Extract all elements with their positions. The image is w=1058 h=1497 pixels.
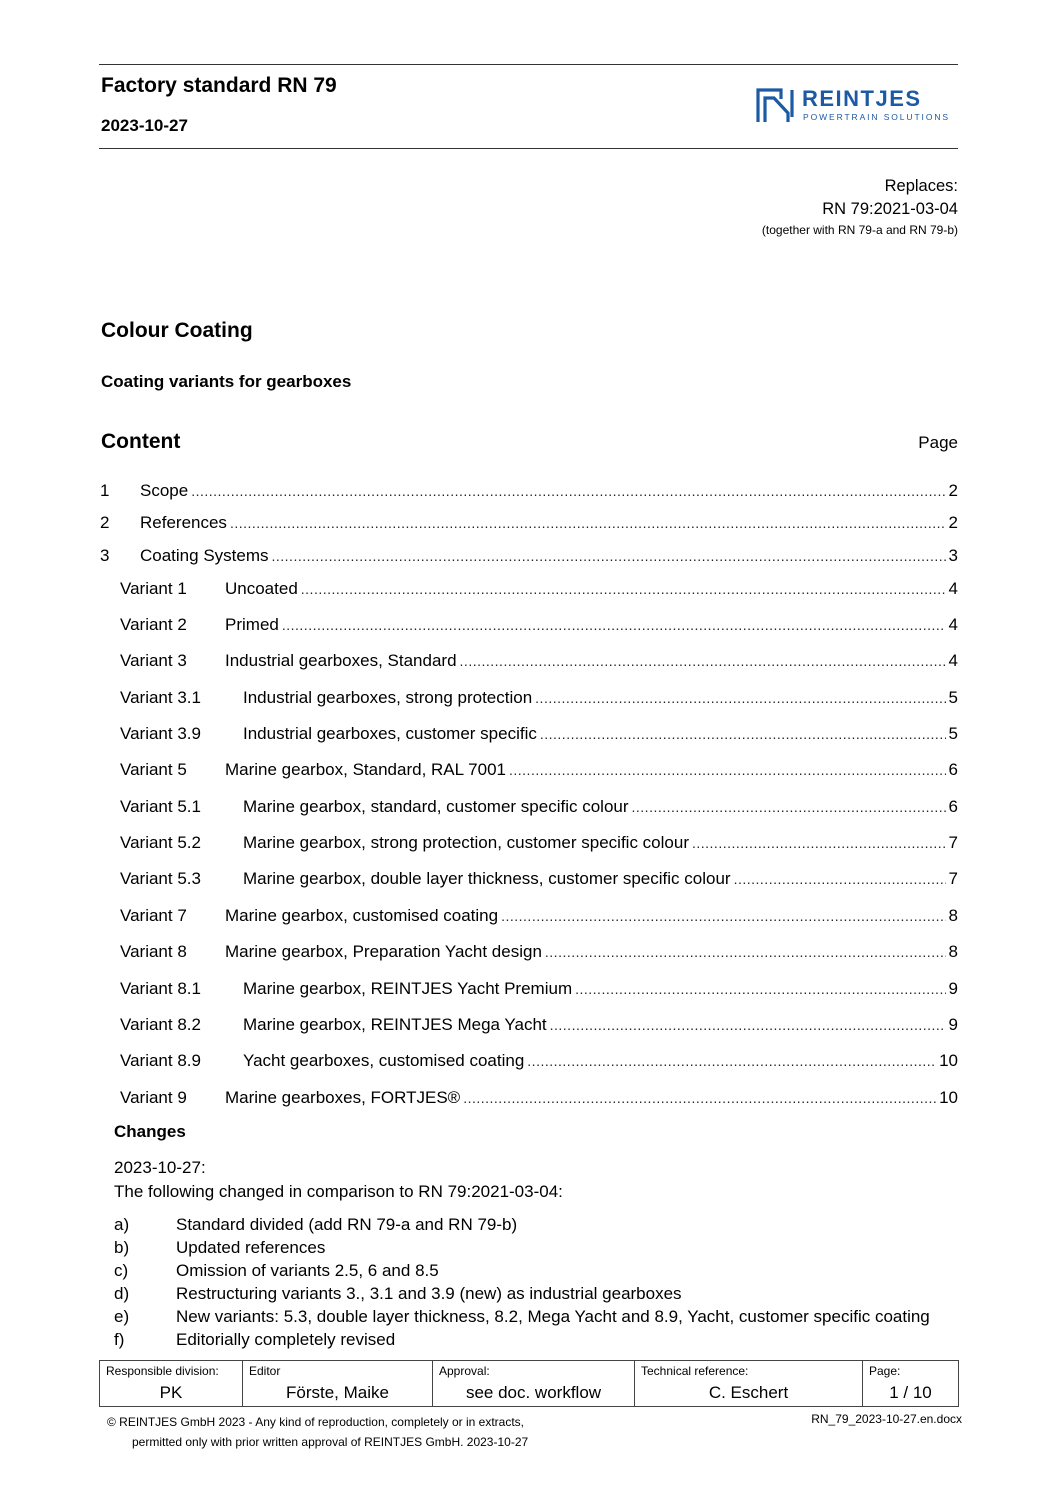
company-logo xyxy=(755,87,960,127)
toc-page: 2 xyxy=(948,513,958,532)
toc-leader xyxy=(509,762,946,778)
toc-number: Variant 1 xyxy=(120,579,187,598)
toc-page: 9 xyxy=(948,979,958,998)
toc-title: Marine gearbox, customised coating xyxy=(225,906,499,925)
footer-cell-label: Page: xyxy=(869,1364,901,1378)
list-item xyxy=(114,1330,395,1350)
logo-name: REINTJES xyxy=(802,86,922,111)
toc-leader xyxy=(734,871,946,887)
toc-entry[interactable] xyxy=(120,797,958,819)
toc-entry[interactable] xyxy=(100,481,958,503)
toc-leader xyxy=(282,617,946,633)
toc-entry[interactable] xyxy=(120,869,958,891)
toc-number: Variant 3.9 xyxy=(120,724,201,743)
list-item-letter: e) xyxy=(114,1307,130,1326)
toc-page: 2 xyxy=(948,481,958,500)
toc-page: 7 xyxy=(948,833,958,852)
toc-entry[interactable] xyxy=(100,513,958,535)
toc-number: Variant 3 xyxy=(120,651,187,670)
replaces-label: Replaces: xyxy=(884,177,958,195)
footer-cell-value: Förste, Maike xyxy=(286,1383,389,1402)
toc-entry[interactable] xyxy=(120,906,958,928)
toc-leader xyxy=(463,1090,936,1106)
toc-page: 4 xyxy=(948,579,958,598)
header-bottom-rule xyxy=(99,148,958,149)
logo-tagline: POWERTRAIN SOLUTIONS xyxy=(803,112,950,122)
list-item xyxy=(114,1284,682,1304)
toc-leader xyxy=(527,1053,936,1069)
toc-page: 4 xyxy=(948,651,958,670)
toc-number: 2 xyxy=(100,513,110,532)
toc-leader xyxy=(501,908,945,924)
toc-number: Variant 9 xyxy=(120,1088,187,1107)
footer-cell-label: Responsible division: xyxy=(106,1364,219,1378)
toc-number: 1 xyxy=(100,481,110,500)
list-item xyxy=(114,1238,325,1258)
changes-date: 2023-10-27: xyxy=(114,1158,206,1177)
footer-cell-value: see doc. workflow xyxy=(465,1383,602,1402)
toc-number: Variant 5 xyxy=(120,760,187,779)
list-item xyxy=(114,1307,930,1327)
toc-number: Variant 8.1 xyxy=(120,979,201,998)
copyright-line: permitted only with prior written approval of REINTJES GmbH. 2023-10-27 xyxy=(132,1435,529,1449)
toc-number: Variant 8 xyxy=(120,942,187,961)
toc-entry[interactable] xyxy=(120,579,958,601)
toc-entry[interactable] xyxy=(120,1088,958,1110)
toc-entry[interactable] xyxy=(120,651,958,673)
list-item-text: Restructuring variants 3., 3.1 and 3.9 (new) as industrial gearboxes xyxy=(176,1284,682,1303)
toc-entry[interactable] xyxy=(120,760,958,782)
footer-cell-division xyxy=(100,1361,243,1406)
footer-cell-value: 1 / 10 xyxy=(889,1383,932,1402)
toc-title: Marine gearbox, standard, customer specific colour xyxy=(243,797,629,816)
toc-title: Coating Systems xyxy=(140,546,269,565)
toc-title: Marine gearbox, Preparation Yacht design xyxy=(225,942,542,961)
list-item-text: Updated references xyxy=(176,1238,326,1257)
content-heading: Content xyxy=(101,430,181,453)
toc-number: Variant 2 xyxy=(120,615,187,634)
toc-entry[interactable] xyxy=(120,615,958,637)
footer-cell-label: Technical reference: xyxy=(641,1364,749,1378)
changes-intro: The following changed in comparison to RN 79:2021-03-04: xyxy=(114,1182,563,1201)
footer-cell-editor xyxy=(243,1361,433,1406)
subtitle: Coating variants for gearboxes xyxy=(101,372,352,391)
toc-number: Variant 8.2 xyxy=(120,1015,201,1034)
footer-cell-approval xyxy=(433,1361,635,1406)
footer-cell-technical-reference xyxy=(635,1361,863,1406)
toc-page: 5 xyxy=(948,688,958,707)
toc-number: Variant 7 xyxy=(120,906,187,925)
toc-number: Variant 8.9 xyxy=(120,1051,201,1070)
list-item xyxy=(114,1261,439,1281)
toc-number: Variant 5.3 xyxy=(120,869,201,888)
toc-leader xyxy=(540,726,946,742)
toc-page: 5 xyxy=(948,724,958,743)
list-item-text: Editorially completely revised xyxy=(176,1330,396,1349)
document-date: 2023-10-27 xyxy=(101,116,188,135)
toc-title: Marine gearbox, REINTJES Mega Yacht xyxy=(243,1015,547,1034)
list-item xyxy=(114,1215,517,1235)
toc-title: Uncoated xyxy=(225,579,298,598)
toc-entry[interactable] xyxy=(120,833,958,855)
toc-number: Variant 5.2 xyxy=(120,833,201,852)
toc-entry[interactable] xyxy=(120,1015,958,1037)
main-title: Colour Coating xyxy=(101,319,253,342)
toc-number: 3 xyxy=(100,546,110,565)
list-item-letter: c) xyxy=(114,1261,129,1280)
toc-page: 10 xyxy=(939,1088,958,1107)
list-item-text: New variants: 5.3, double layer thickness, 8.2, Mega Yacht and 8.9, Yacht, customer specific coating xyxy=(176,1307,930,1326)
replaces-document: RN 79:2021-03-04 xyxy=(822,200,958,218)
toc-leader xyxy=(550,1017,946,1033)
toc-leader xyxy=(191,483,945,499)
toc-number: Variant 5.1 xyxy=(120,797,201,816)
toc-title: Scope xyxy=(140,481,189,500)
toc-page: 4 xyxy=(948,615,958,634)
footer-cell-label: Approval: xyxy=(439,1364,490,1378)
toc-page: 3 xyxy=(948,546,958,565)
copyright-line: © REINTJES GmbH 2023 - Any kind of reproduction, completely or in extracts, xyxy=(107,1415,525,1429)
toc-title: Industrial gearboxes, customer specific xyxy=(243,724,537,743)
changes-heading: Changes xyxy=(114,1122,186,1141)
list-item-text: Standard divided (add RN 79-a and RN 79-b) xyxy=(176,1215,518,1234)
toc-title: Marine gearbox, strong protection, customer specific colour xyxy=(243,833,689,852)
toc-leader xyxy=(301,581,946,597)
reintjes-logo-icon xyxy=(755,87,795,125)
list-item-letter: b) xyxy=(114,1238,130,1257)
toc-entry[interactable] xyxy=(120,724,958,746)
replaces-block xyxy=(762,175,958,240)
document-filename: RN_79_2023-10-27.en.docx xyxy=(811,1412,962,1426)
toc-page: 9 xyxy=(948,1015,958,1034)
footer-cell-page xyxy=(863,1361,958,1406)
toc-title: Marine gearbox, REINTJES Yacht Premium xyxy=(243,979,573,998)
toc-title: Marine gearbox, double layer thickness, customer specific colour xyxy=(243,869,731,888)
toc-page: 8 xyxy=(948,906,958,925)
document-title: Factory standard RN 79 xyxy=(101,74,337,97)
toc-page: 7 xyxy=(948,869,958,888)
toc-title: Industrial gearboxes, Standard xyxy=(225,651,457,670)
footer-approval-table xyxy=(99,1360,959,1407)
toc-page: 8 xyxy=(948,942,958,961)
toc-leader xyxy=(575,981,945,997)
footer-cell-value: PK xyxy=(159,1383,183,1402)
toc-page: 10 xyxy=(939,1051,958,1070)
toc-title: Primed xyxy=(225,615,279,634)
toc-title: Marine gearbox, Standard, RAL 7001 xyxy=(225,760,506,779)
toc-page: 6 xyxy=(948,797,958,816)
footer-cell-label: Editor xyxy=(249,1364,281,1378)
toc-leader xyxy=(230,515,946,531)
toc-title: Yacht gearboxes, customised coating xyxy=(243,1051,525,1070)
list-item-letter: d) xyxy=(114,1284,130,1303)
toc-leader xyxy=(545,944,946,960)
toc-entry[interactable] xyxy=(120,942,958,964)
toc-title: Marine gearboxes, FORTJES® xyxy=(225,1088,461,1107)
toc-entry[interactable] xyxy=(120,688,958,710)
toc-leader xyxy=(460,653,946,669)
toc-leader xyxy=(692,835,946,851)
footer-cell-value: C. Eschert xyxy=(708,1383,789,1402)
list-item-text: Omission of variants 2.5, 6 and 8.5 xyxy=(176,1261,439,1280)
toc-title: Industrial gearboxes, strong protection xyxy=(243,688,533,707)
replaces-note: (together with RN 79-a and RN 79-b) xyxy=(761,223,958,237)
toc-entry[interactable] xyxy=(120,1051,958,1073)
page-column-label: Page xyxy=(918,433,958,452)
list-item-letter: a) xyxy=(114,1215,130,1234)
toc-number: Variant 3.1 xyxy=(120,688,201,707)
toc-title: References xyxy=(140,513,227,532)
toc-leader xyxy=(535,690,945,706)
list-item-letter: f) xyxy=(114,1330,125,1349)
copyright-notice xyxy=(107,1412,528,1452)
toc-leader xyxy=(632,799,946,815)
toc-leader xyxy=(272,548,946,564)
toc-entry[interactable] xyxy=(100,546,958,568)
toc-page: 6 xyxy=(948,760,958,779)
header-top-rule xyxy=(99,64,958,65)
toc-entry[interactable] xyxy=(120,979,958,1001)
